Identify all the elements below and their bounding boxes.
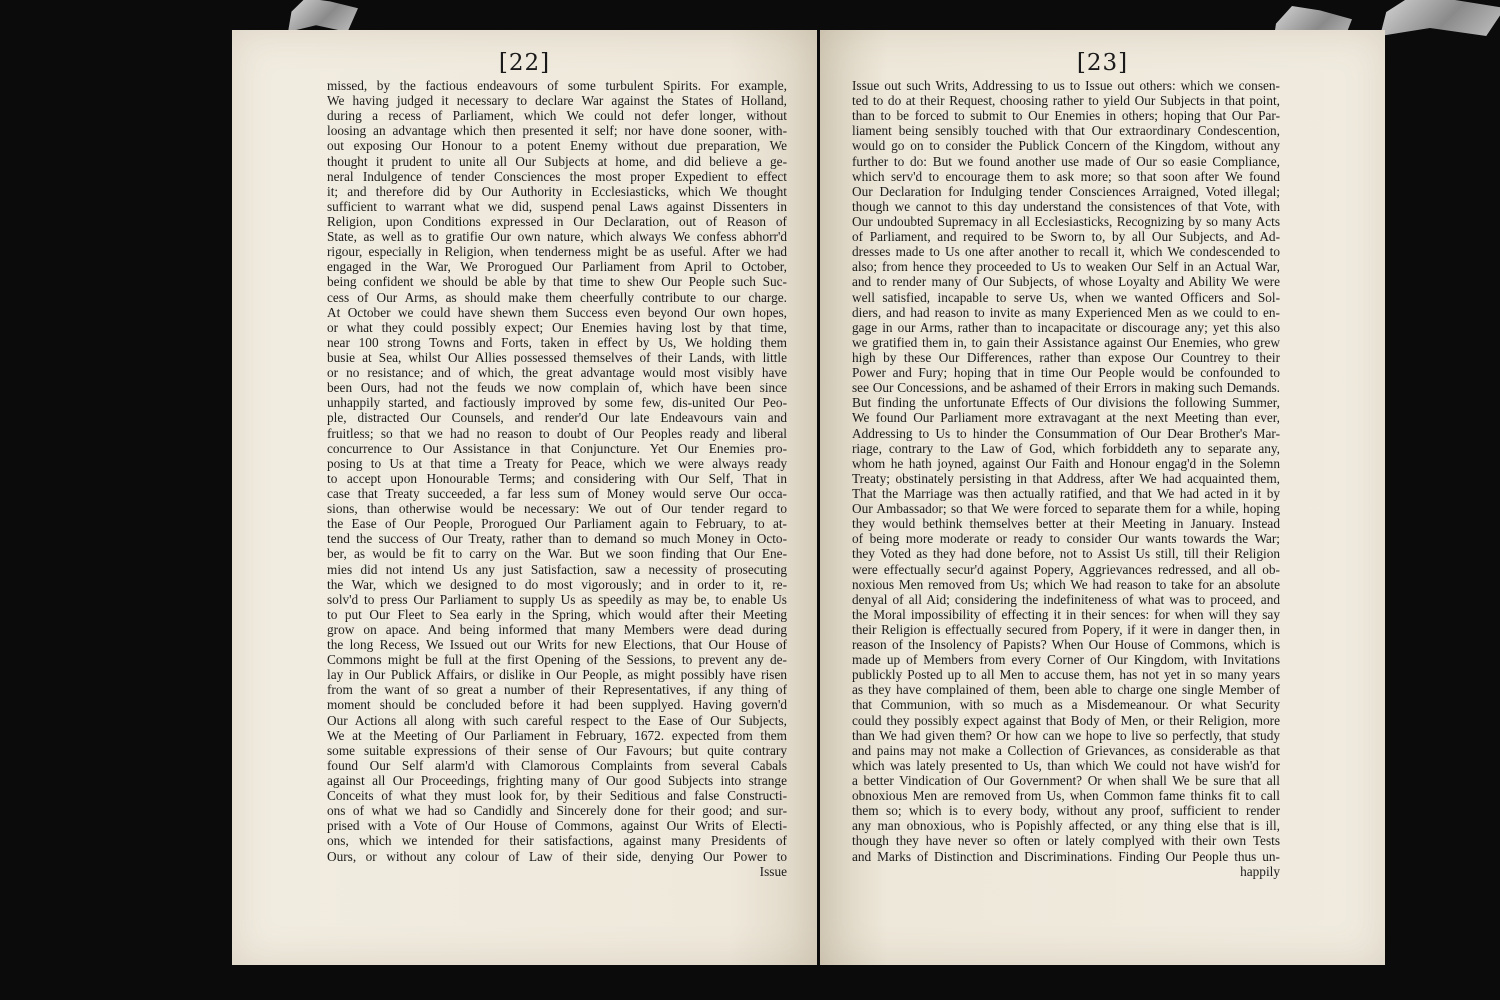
text-line: they Voted as they had done before, not to Assist Us still, till their Religion <box>852 546 1280 562</box>
text-line: neral Indulgence of tender Consciences the most proper Expedient to effect <box>327 168 787 184</box>
text-line: high by these Our Differences, rather than expose Our Countrey to their <box>852 349 1280 365</box>
text-line: and pains may not make a Collection of Grievances, as considerable as that <box>852 742 1280 758</box>
text-line: prised with a Vote of Our House of Commons, against Our Writs of Electi- <box>327 818 787 834</box>
text-line: it; and therefore did by Our Authority in Ecclesiasticks, which We thought <box>327 183 787 199</box>
text-line: But finding the unfortunate Effects of Our divisions the following Summer, <box>852 395 1280 411</box>
right-page <box>820 30 1385 965</box>
text-line: and to render many of Our Subjects, of whose Loyalty and Ability We were <box>852 274 1280 290</box>
text-line: and Marks of Distinction and Discriminations. Finding Our People thus un- <box>852 848 1280 864</box>
text-line: sions, than otherwise would be necessary: We out of Our tender regard to <box>327 501 787 517</box>
text-line: during a recess of Parliament, which We could not defer longer, without <box>327 108 787 124</box>
text-line: further to do: But we found another use made of Our so easie Compliance, <box>852 153 1280 169</box>
text-line: solv'd to press Our Parliament to supply Us as speedily as may be, to enable Us <box>327 591 787 607</box>
text-line: though they have never so often or lately complyed with their own Tests <box>852 833 1280 849</box>
text-line: publickly Posted up to all Men to accuse them, has not yet in so many years <box>852 667 1280 683</box>
text-line: a better Vindication of Our Government? Or when shall We be sure that all <box>852 773 1280 789</box>
text-line: ted to do at their Request, choosing rather to yield Our Subjects in that point, <box>852 93 1280 109</box>
text-line: loosing an advantage which then presented it self; nor have done sooner, with- <box>327 123 787 139</box>
text-line: found Our Self alarm'd with Clamorous Complaints from several Cabals <box>327 757 787 773</box>
metal-clip-left <box>288 0 358 32</box>
text-line: case that Treaty succeeded, a far less sum of Money would serve Our occa- <box>327 485 787 501</box>
text-line: ber, as would be fit to carry on the War. But we soon finding that Our Ene- <box>327 546 787 562</box>
metal-clip-corner <box>1380 0 1500 36</box>
text-line: unhappily started, and factiously improved by some few, dis-united Our Peo- <box>327 395 787 411</box>
text-line: some suitable expressions of their sense of Our Favours; but quite contrary <box>327 742 787 758</box>
page-text <box>852 78 1280 879</box>
text-line: gage in our Arms, rather than to incapacitate or discourage any; yet this also <box>852 319 1280 335</box>
text-line: the Moral impossibility of effecting it in their sences: for when will they say <box>852 606 1280 622</box>
text-line: or what they could possibly expect; Our Enemies having lost by that time, <box>327 319 787 335</box>
text-line: Our Declaration for Indulging tender Consciences Arraigned, Voted illegal; <box>852 183 1280 199</box>
text-line: or no resistance; and of which, the great advantage would most visibly have <box>327 365 787 381</box>
text-line: they would bethink themselves better at their Meeting in January. Instead <box>852 516 1280 532</box>
text-line: as they have complained of them, been able to charge one single Member of <box>852 682 1280 698</box>
text-line: than to be forced to submit to Our Enemies in others; hoping that Our Par- <box>852 108 1280 124</box>
text-line: grow on apace. And being informed that many Members were dead during <box>327 621 787 637</box>
text-line: than We had given them? Or how can we hope to live so perfectly, that study <box>852 727 1280 743</box>
text-line: cess of Our Arms, as should make them cheerfully contribute to our charge. <box>327 289 787 305</box>
text-line: were effectually secur'd against Popery, Aggrievances redressed, and all ob- <box>852 561 1280 577</box>
text-line: see Our Concessions, and be ashamed of their Errors in making such Demands. <box>852 380 1280 396</box>
text-line: That the Marriage was then actually ratified, and that We had acted in it by <box>852 485 1280 501</box>
text-line: from the want of so great a number of their Representatives, if any thing of <box>327 682 787 698</box>
text-line: concurrence to Our Assistance in that Conjuncture. Yet Our Enemies pro- <box>327 440 787 456</box>
text-line: their Religion is effectually secured from Popery, if it were in danger then, in <box>852 621 1280 637</box>
text-line: would go on to consider the Publick Concern of the Kingdom, without any <box>852 138 1280 154</box>
text-line: obnoxious Men are removed from Us, when Common fame thinks fit to call <box>852 788 1280 804</box>
text-line: also; from hence they proceeded to Us to weaken Our Self in an Actual War, <box>852 259 1280 275</box>
text-line: At October we could have shewn them Success even beyond Our own hopes, <box>327 304 787 320</box>
text-line: Addressing to Us to hinder the Consummation of Our Dear Brother's Mar- <box>852 425 1280 441</box>
page-number: [23] <box>1076 50 1129 76</box>
text-line: dresses made to Us one after another to recall it, which We condescended to <box>852 244 1280 260</box>
text-line: thought it prudent to unite all Our Subjects at home, and did believe a ge- <box>327 153 787 169</box>
text-line: We found Our Parliament more extravagant at the next Meeting than ever, <box>852 410 1280 426</box>
text-line: We at the Meeting of Our Parliament in February, 1672. expected from them <box>327 727 787 743</box>
text-line: happily <box>1240 863 1280 879</box>
text-line: Treaty; obstinately persisting in that Address, after We had acquainted them, <box>852 470 1280 486</box>
text-line: riage, contrary to the Law of God, which forbiddeth any to separate any, <box>852 440 1280 456</box>
text-line: diers, and had reason to invite as many Experienced Men as we could to en- <box>852 304 1280 320</box>
text-line: made up of Members from every Corner of Our Kingdom, with Invitations <box>852 652 1280 668</box>
text-line: engaged in the War, We Prorogued Our Parliament from April to October, <box>327 259 787 275</box>
text-line: well satisfied, incapable to serve Us, when we wanted Officers and Sol- <box>852 289 1280 305</box>
text-line: being confident we should be able by that time to shew Our People such Suc- <box>327 274 787 290</box>
text-line: ons, which we intended for their satisfactions, against many Presidents of <box>327 833 787 849</box>
text-line: been Ours, had not the feuds we now complain of, which have been since <box>327 380 787 396</box>
text-line: lay in Our Publick Affairs, or dislike in Our People, as might possibly have risen <box>327 667 787 683</box>
text-line: Conceits of what they must look for, by their Seditious and false Constructi- <box>327 788 787 804</box>
text-line: ple, distracted Our Counsels, and render'd Our late Endeavours vain and <box>327 410 787 426</box>
text-line: liament being sensibly touched with that Our extraordinary Condescention, <box>852 123 1280 139</box>
text-line: rigour, especially in Religion, when tenderness might be as useful. After we had <box>327 244 787 260</box>
page-text <box>327 78 787 879</box>
text-line: Our Actions all along with such careful respect to the Ease of Our Subjects, <box>327 712 787 728</box>
text-line: denyal of all Aid; considering the indefiniteness of what was to proceed, and <box>852 591 1280 607</box>
left-page <box>232 30 817 965</box>
text-line: tend the success of Our Treaty, rather than to demand so much Money in Octo- <box>327 531 787 547</box>
text-line: any man obnoxious, who is Popishly affected, or any thing else that is ill, <box>852 818 1280 834</box>
text-line: State, as well as to gratifie Our own nature, which always We confess abhorr'd <box>327 229 787 245</box>
text-line: to put Our Fleet to Sea early in the Spring, which would after their Meeting <box>327 606 787 622</box>
text-line: Issue <box>759 863 787 879</box>
text-line: reason of the Insolency of Papists? When Our House of Commons, which is <box>852 637 1280 653</box>
text-line: ons of what we had so Candidly and Sincerely done for their good; and sur- <box>327 803 787 819</box>
text-line: Religion, upon Conditions expressed in Our Declaration, out of Reason of <box>327 213 787 229</box>
text-line: whom he hath joyned, against Our Faith and Honour engag'd in the Solemn <box>852 455 1280 471</box>
text-line: mies did not intend Us any just Satisfaction, saw a necessity of prosecuting <box>327 561 787 577</box>
text-line: Ours, or without any colour of Law of their side, denying Our Power to <box>327 848 787 864</box>
text-line: of Parliament, and required to be Sworn to, by all Our Subjects, and Ad- <box>852 229 1280 245</box>
text-line: out exposing Our Honour to a potent Enemy without due preparation, We <box>327 138 787 154</box>
text-line: Issue out such Writs, Addressing to us to Issue out others: which we consen- <box>852 78 1280 93</box>
text-line: sufficient to warrant what we did, suspend penal Laws against Dissenters in <box>327 198 787 214</box>
text-line: noxious Men removed from Us; which We had reason to take for an absolute <box>852 576 1280 592</box>
text-line: that Communion, with so much as a Misdemeanour. Or what Security <box>852 697 1280 713</box>
text-line: missed, by the factious endeavours of some turbulent Spirits. For example, <box>327 78 787 93</box>
text-line: we gratified them in, to gain their Assistance against Our Enemies, who grew <box>852 334 1280 350</box>
text-line: which serv'd to encourage them to ask more; so that soon after We found <box>852 168 1280 184</box>
text-line: though we cannot to this day understand the consistences of that Vote, with <box>852 198 1280 214</box>
text-line: We having judged it necessary to declare War against the States of Holland, <box>327 93 787 109</box>
text-line: them so; which is to every body, without any proof, sufficient to render <box>852 803 1280 819</box>
text-line: to accept upon Honourable Terms; and considering with Our Self, That in <box>327 470 787 486</box>
text-line: of being more moderate or ready to consider Our wants towards the War; <box>852 531 1280 547</box>
text-line: the Ease of Our People, Prorogued Our Parliament again to February, to at- <box>327 516 787 532</box>
text-line: busie at Sea, whilst Our Allies possessed themselves of their Lands, with little <box>327 349 787 365</box>
text-line: Power and Fury; hoping that in time Our People would be confounded to <box>852 365 1280 381</box>
text-line: Our undoubted Supremacy in all Ecclesiasticks, Recognizing by so many Acts <box>852 213 1280 229</box>
text-line: the War, which we designed to do most vigorously; and in order to it, re- <box>327 576 787 592</box>
text-line: against all Our Proceedings, frighting many of Our good Subjects into strange <box>327 773 787 789</box>
text-line: which was lately presented to Us, than which We could not have wish'd for <box>852 757 1280 773</box>
text-line: posing to Us at that time a Treaty for Peace, which we were always ready <box>327 455 787 471</box>
text-line: moment should be concluded before it had been supplyed. Having govern'd <box>327 697 787 713</box>
text-line: could they possibly expect against that Body of Men, or their Religion, more <box>852 712 1280 728</box>
text-line: near 100 strong Towns and Forts, taken in effect by Us, We holding them <box>327 334 787 350</box>
text-line: Our Ambassador; so that We were forced to separate them for a while, hoping <box>852 501 1280 517</box>
text-line: Commons might be full at the first Opening of the Sessions, to prevent any de- <box>327 652 787 668</box>
text-line: fruitless; so that we had no reason to doubt of Our Peoples ready and liberal <box>327 425 787 441</box>
page-number: [22] <box>498 50 551 76</box>
text-line: the long Recess, We Issued out our Writs for new Elections, that Our House of <box>327 637 787 653</box>
